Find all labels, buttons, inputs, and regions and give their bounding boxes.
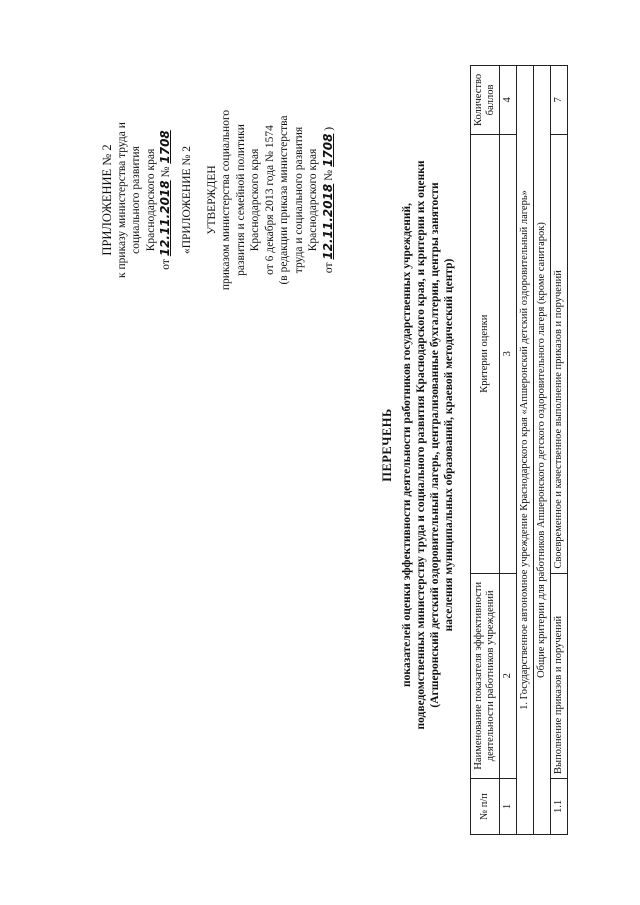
- heading-title: ПЕРЕЧЕНЬ: [380, 408, 394, 482]
- heading-line: показателей оценки эффективности деятельности работников государственных учреждений,: [401, 203, 413, 687]
- row-number: 1.1: [551, 778, 568, 834]
- header-cell: Количество баллов: [471, 66, 500, 135]
- row-criteria: Своевременное и качественное выполнение приказов и поручений: [551, 134, 568, 573]
- column-number: 2: [500, 573, 517, 778]
- header-cell: Критерии оценки: [471, 134, 500, 573]
- heading-line: населения муниципальных образований, краевой методический центр): [443, 258, 455, 632]
- handwritten-date: 12.11.2018: [320, 183, 335, 260]
- approved-line: развития и семейной политики: [234, 124, 247, 276]
- header-cell: Наименование показателя эффективности деятельности работников учреждений: [471, 573, 500, 778]
- approved-line: приказом министерства социального: [220, 109, 232, 291]
- appendix-line: Краснодарского края: [144, 148, 157, 252]
- column-number-row: [500, 66, 517, 835]
- section-title: 1. Государственное автономное учреждение Краснодарского края «Апшеронский детский оздоровительный лагерь»: [517, 66, 534, 835]
- header-cell: № п/п: [471, 778, 500, 834]
- subsection-row: [534, 66, 551, 835]
- appendix-date-line: от 12.11.2018 № 1708: [158, 130, 172, 270]
- criteria-table: [470, 65, 568, 835]
- handwritten-number: 1708: [158, 130, 172, 164]
- appendix-line: социального развития: [130, 146, 142, 254]
- appendix-line: к приказу министерства труда и: [115, 122, 128, 278]
- table-header-row: [471, 66, 500, 835]
- table-row: [551, 66, 568, 835]
- approved-line: Краснодарского края: [249, 148, 261, 252]
- approved-line: от 6 декабря 2013 года № 1574: [263, 125, 276, 275]
- heading-line: (Агшеронский детский оздоровительный лагерь, централизованные бухгалтерии, центры занятости: [429, 182, 441, 708]
- handwritten-number: 1708: [320, 133, 335, 167]
- approved-line: труда и социального развития: [292, 126, 305, 274]
- column-number: 4: [500, 66, 517, 135]
- subsection-title: Общие критерии для работников Апшеронского детского оздоровительного лагеря (кроме санитарок): [534, 66, 551, 835]
- approved-line: Краснодарского края: [307, 148, 319, 252]
- heading-line: подведомственных министерству труда и социального развития Краснодарского края, и критерии их оценки: [415, 160, 427, 730]
- section-row: [517, 66, 534, 835]
- appendix-block: [100, 80, 174, 320]
- column-number: 1: [500, 778, 517, 834]
- document-heading: [380, 45, 456, 845]
- approved-date-line: от 12.11.2018 № 1708 ): [320, 126, 335, 274]
- handwritten-date: 12.11.2018: [158, 180, 172, 257]
- approved-quote: «ПРИЛОЖЕНИЕ № 2: [181, 146, 193, 255]
- row-points: 7: [551, 66, 568, 135]
- approved-line: (в редакции приказа министерства: [278, 115, 290, 285]
- approved-block: [180, 80, 336, 320]
- row-indicator: Выполнение приказов и поручений: [551, 573, 568, 778]
- column-number: 3: [500, 134, 517, 573]
- appendix-title: ПРИЛОЖЕНИЕ № 2: [100, 144, 114, 256]
- approved-title: УТВЕРЖДЕН: [205, 165, 218, 235]
